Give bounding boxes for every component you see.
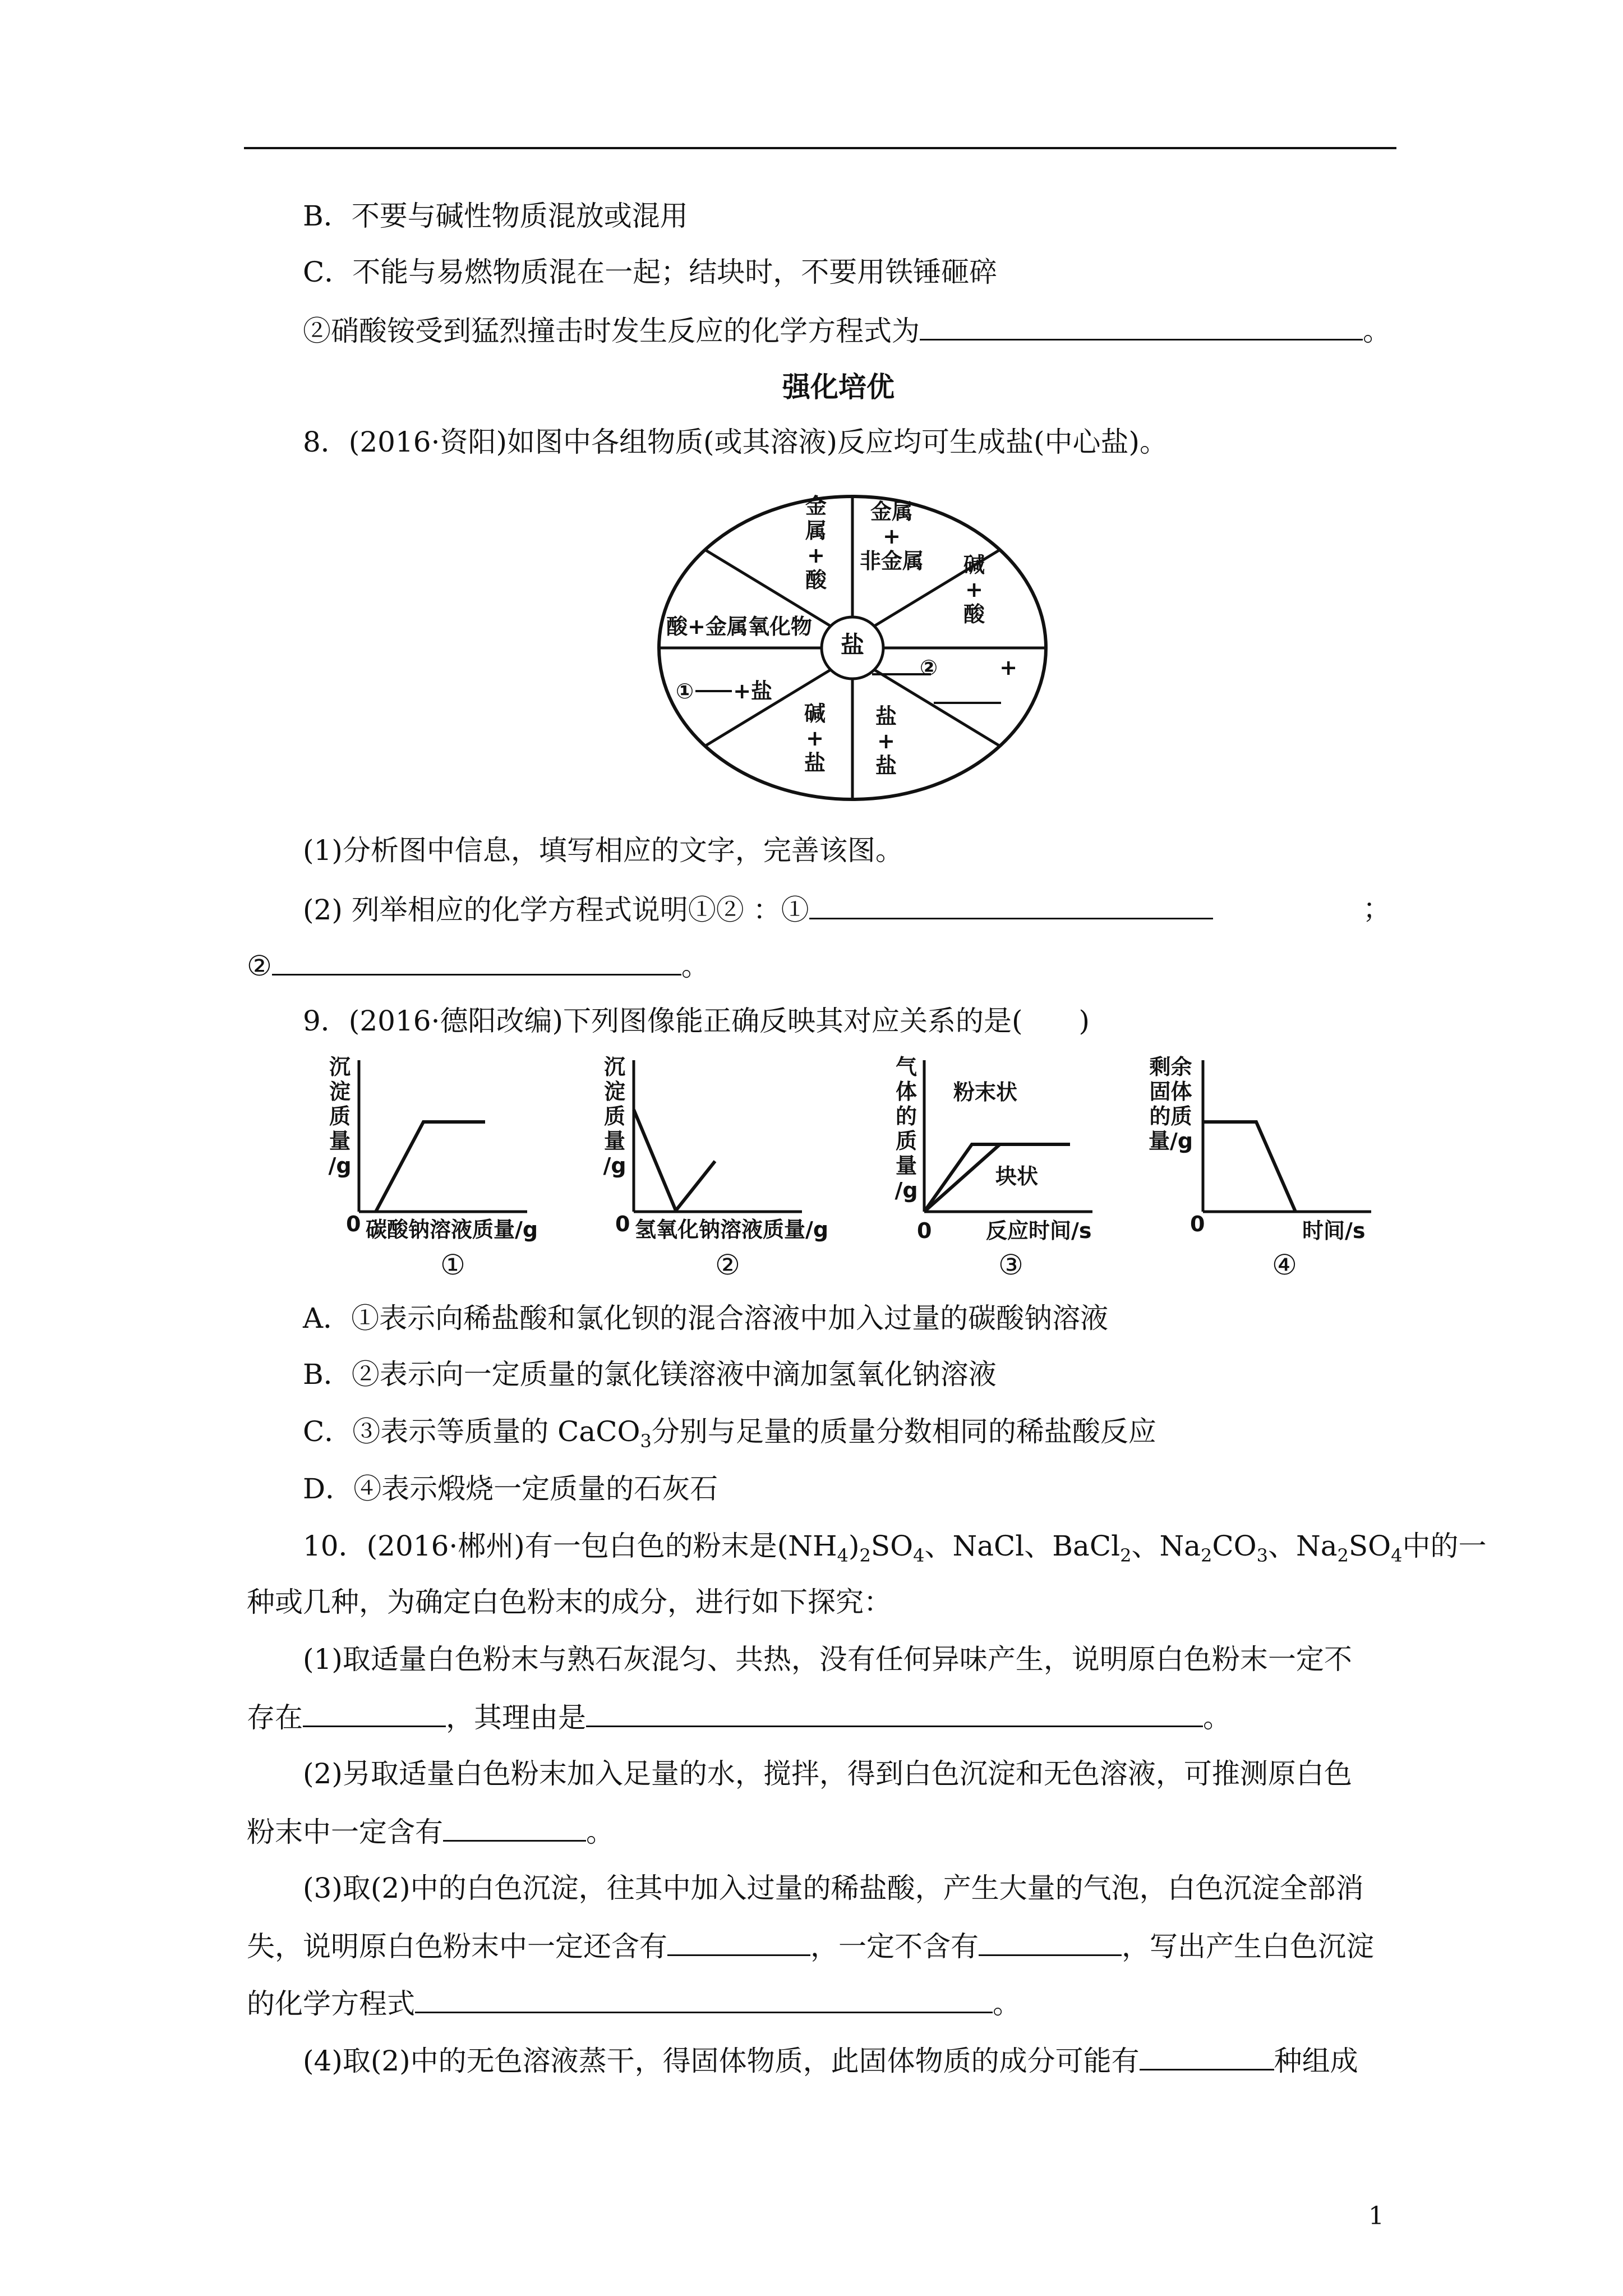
ylabel-char: 量/g	[1148, 1129, 1193, 1153]
ylabel-char: 剩余	[1149, 1055, 1192, 1079]
graph-3-ylabel	[892, 1055, 921, 1203]
sub: 3	[1256, 1545, 1268, 1566]
ylabel-char: 的质	[1149, 1104, 1192, 1129]
sub: 2	[1337, 1545, 1349, 1566]
q10-p1-blank-2[interactable]	[586, 1700, 1203, 1727]
graph-2-number: ②	[715, 1249, 740, 1281]
q7-item-2-text: ②硝酸铵受到猛烈撞击时发生反应的化学方程式为	[303, 315, 920, 347]
ylabel-char: 质	[603, 1104, 625, 1129]
wheel-center-label: 盐	[840, 631, 864, 659]
seg-text: +盐	[733, 679, 773, 703]
q10-p2-line1: (2)另取适量白色粉末加入足量的水，搅拌，得到白色沉淀和无色溶液，可推测原白色	[303, 1757, 1352, 1790]
seg-text: +	[807, 543, 825, 568]
seg-text: +	[883, 524, 901, 549]
q10-p3-line3	[247, 1986, 1021, 2021]
graph-1-origin: 0	[346, 1212, 361, 1236]
q10-p1-line1: (1)取适量白色粉末与熟石灰混匀、共热，没有任何异味产生，说明原白色粉末一定不	[303, 1643, 1352, 1676]
graph-3-curve-block	[924, 1144, 1000, 1212]
q10-p3-blank-1[interactable]	[667, 1929, 810, 1956]
ylabel-char: /g	[603, 1153, 626, 1178]
q10-p4-line1	[303, 2043, 1358, 2078]
q8-sub2-text: (2) 列举相应的化学方程式说明①② ：①	[303, 894, 809, 926]
ylabel-char: 固体	[1149, 1079, 1192, 1104]
seg-text: 碱	[963, 553, 985, 577]
ylabel-char: 淀	[603, 1079, 625, 1104]
seg-text: ①	[676, 679, 694, 703]
q10-p1-line2	[247, 1700, 1231, 1734]
q9-stem: 9．(2016·德阳改编)下列图像能正确反映其对应关系的是( )	[303, 1005, 1090, 1037]
graph-4-number: ④	[1272, 1249, 1297, 1281]
q7-option-c: C．不能与易燃物质混在一起；结块时，不要用铁锤砸碎	[303, 256, 998, 288]
graph-2-curve-b	[676, 1161, 715, 1211]
seg-text: ②	[920, 655, 938, 680]
graph-4-curve	[1203, 1122, 1295, 1212]
page-number: 1	[1368, 2202, 1384, 2230]
q9-option-a: A．①表示向稀盐酸和氯化钡的混合溶液中加入过量的碳酸钠溶液	[303, 1302, 1109, 1335]
ylabel-char: 量	[895, 1153, 917, 1178]
q9-option-d: D．④表示煅烧一定质量的石灰石	[303, 1473, 718, 1505]
q10-stem-text: 、Na	[1267, 1530, 1338, 1562]
graph-1-ylabel	[324, 1055, 356, 1178]
sub: 2	[1201, 1545, 1212, 1566]
graph-3-xlabel: 反应时间/s	[986, 1218, 1092, 1243]
wheel-seg-base-acid	[960, 553, 988, 627]
wheel-seg-acid-oxide: 酸+金属氧化物	[666, 614, 812, 639]
seg-text: 酸	[963, 602, 985, 627]
q10-stem-text: SO	[1348, 1530, 1391, 1562]
q10-p3-blank-2[interactable]	[979, 1929, 1122, 1956]
graph-3-curve1-label: 粉末状	[953, 1080, 1018, 1105]
q8-stem: 8．(2016·资阳)如图中各组物质(或其溶液)反应均可生成盐(中心盐)。	[303, 426, 1168, 458]
seg-text: 非金属	[859, 549, 924, 573]
q10-p2-line2	[247, 1814, 614, 1849]
q10-stem-text: CO	[1212, 1530, 1257, 1562]
ylabel-char: 量	[329, 1129, 351, 1153]
q10-p4-text: 种组成	[1274, 2045, 1358, 2077]
ylabel-char: 质	[329, 1104, 351, 1129]
q8-semicolon: ；	[1363, 892, 1391, 925]
q10-p1-blank-1[interactable]	[303, 1700, 446, 1727]
q10-p3-line1: (3)取(2)中的白色沉淀，往其中加入过量的稀盐酸，产生大量的气泡，白色沉淀全部消	[303, 1872, 1364, 1904]
q10-p3-text: 失，说明原白色粉末中一定还含有	[247, 1930, 667, 1963]
graph-4-origin: 0	[1190, 1212, 1205, 1236]
q7-end-punct: 。	[1363, 315, 1391, 347]
q10-p3-text: 的化学方程式	[247, 1987, 415, 2020]
graph-3-origin: 0	[917, 1218, 932, 1243]
graph-1-xlabel: 碳酸钠溶液质量/g	[366, 1217, 538, 1242]
ylabel-char: 质	[895, 1129, 917, 1153]
ylabel-char: 体	[895, 1079, 917, 1104]
wheel-seg-salt-salt	[872, 704, 900, 778]
seg-text: 盐	[875, 753, 897, 778]
q10-stem-text: SO	[870, 1530, 914, 1562]
q8-end-punct: 。	[681, 950, 709, 982]
q10-p1-text: ，其理由是	[446, 1701, 586, 1734]
q10-p3-line2	[247, 1929, 1374, 1963]
ylabel-char: 淀	[329, 1079, 351, 1104]
q10-stem-text: )	[849, 1530, 860, 1562]
seg-text: +	[999, 655, 1018, 680]
q10-stem-line2: 种或几种，为确定白色粉末的成分，进行如下探究：	[247, 1586, 892, 1618]
graph-2-origin: 0	[615, 1212, 630, 1236]
q8-sub1: (1)分析图中信息，填写相应的文字，完善该图。	[303, 834, 903, 867]
ylabel-char: 气	[895, 1055, 917, 1079]
wheel-seg-base-salt	[801, 701, 829, 775]
seg-text: 酸	[805, 568, 827, 592]
wheel-seg-blank2	[920, 655, 1017, 680]
q10-end-punct: 。	[1203, 1701, 1231, 1734]
graph-2-curve-a	[634, 1110, 676, 1211]
graph-2-ylabel	[599, 1055, 630, 1178]
q9-option-c-text: 分别与足量的质量分数相同的稀盐酸反应	[651, 1415, 1156, 1448]
seg-text: +	[806, 726, 824, 751]
q7-option-b: B．不要与碱性物质混放或混用	[303, 200, 688, 232]
q10-stem-text: 、Na	[1131, 1530, 1201, 1562]
section-title: 强化培优	[782, 371, 895, 403]
ylabel-char: 的	[895, 1104, 917, 1129]
q10-p3-text: ，写出产生白色沉淀	[1122, 1930, 1374, 1963]
header-rule	[244, 147, 1396, 149]
q10-p1-text: 存在	[247, 1701, 303, 1734]
q10-end-punct: 。	[993, 1987, 1021, 2020]
seg-text: 金属	[870, 499, 913, 524]
q10-stem-text: 中的一	[1402, 1530, 1487, 1562]
seg-text: 盐	[804, 751, 826, 775]
q8-sub2	[303, 892, 1213, 927]
graph-1-curve	[376, 1122, 485, 1212]
seg-text: 属	[805, 518, 827, 543]
q8-answer-blank-1[interactable]	[809, 892, 1213, 919]
graph-1-number: ①	[440, 1249, 465, 1281]
graph-4-ylabel	[1144, 1055, 1197, 1153]
graph-2	[634, 1060, 819, 1217]
q7-answer-blank[interactable]	[920, 313, 1363, 341]
q9-option-c	[303, 1415, 1156, 1458]
q10-stem	[303, 1529, 1487, 1572]
graph-4	[1203, 1060, 1388, 1217]
seg-text: +	[965, 577, 983, 602]
sub: 4	[913, 1545, 925, 1566]
q10-p2-blank[interactable]	[443, 1814, 586, 1842]
q10-p3-blank-3[interactable]	[415, 1986, 993, 2013]
wheel-seg-blank1	[676, 679, 772, 703]
graph-4-xlabel: 时间/s	[1302, 1218, 1366, 1243]
wheel-seg-metal-nonmetal	[855, 499, 928, 573]
sub: 2	[1120, 1545, 1132, 1566]
graph-3-number: ③	[998, 1249, 1023, 1281]
seg-text: 金	[805, 494, 827, 518]
q10-stem-text: 、NaCl、BaCl	[924, 1530, 1121, 1562]
seg-text: +	[877, 729, 895, 753]
q8-answer-blank-2[interactable]	[272, 948, 681, 976]
sub: 4	[1391, 1545, 1403, 1566]
ylabel-char: 沉	[603, 1055, 625, 1079]
q10-p4-text: (4)取(2)中的无色溶液蒸干，得固体物质，此固体物质的成分可能有	[303, 2045, 1140, 2077]
ylabel-char: 量	[603, 1129, 625, 1153]
seg-text: 碱	[804, 701, 826, 726]
q10-p3-text: ，一定不含有	[810, 1930, 979, 1963]
q7-item-2	[303, 313, 1391, 348]
q9-option-b: B．②表示向一定质量的氯化镁溶液中滴加氢氧化钠溶液	[303, 1358, 997, 1391]
q10-p4-blank[interactable]	[1140, 2043, 1274, 2070]
seg-text: 盐	[875, 704, 897, 729]
graph-2-xlabel: 氢氧化钠溶液质量/g	[635, 1217, 829, 1242]
sub: 4	[837, 1545, 849, 1566]
q9-option-c-text: C．③表示等质量的 CaCO	[303, 1415, 640, 1448]
q8-sub2-line2	[247, 948, 709, 983]
ylabel-char: /g	[895, 1178, 918, 1203]
graph-1	[359, 1060, 544, 1217]
wheel-seg-metal-acid	[802, 494, 830, 592]
ylabel-char: /g	[328, 1153, 352, 1178]
q10-p2-text: 粉末中一定含有	[247, 1816, 443, 1848]
q10-end-punct: 。	[586, 1816, 614, 1848]
q10-stem-text: 10．(2016·郴州)有一包白色的粉末是(NH	[303, 1530, 837, 1562]
q9-option-c-sub: 3	[640, 1430, 652, 1452]
graph-3-curve2-label: 块状	[995, 1164, 1039, 1189]
sub: 2	[859, 1545, 871, 1566]
q8-sub2-b-label: ②	[247, 950, 272, 982]
ylabel-char: 沉	[329, 1055, 351, 1079]
